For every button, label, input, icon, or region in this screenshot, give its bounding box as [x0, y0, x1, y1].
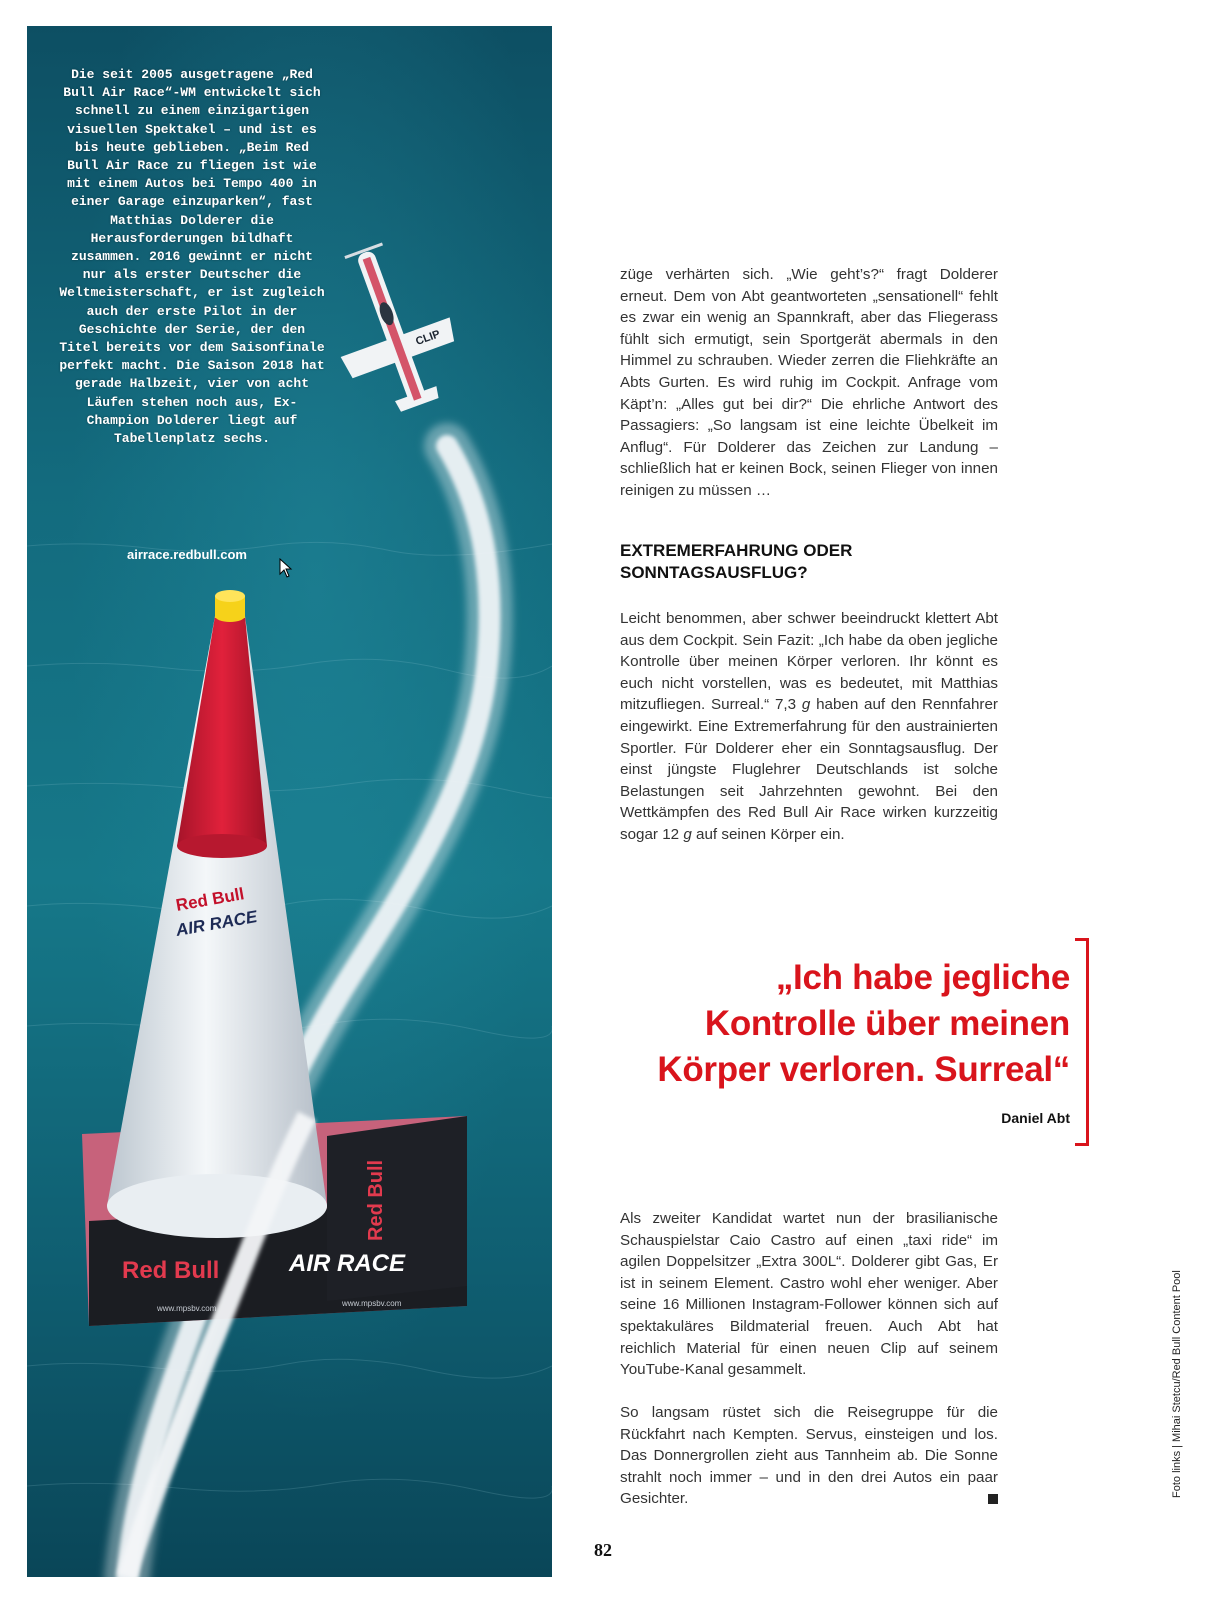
pylon-logo-top: Red Bull: [174, 884, 246, 915]
paragraph-text-c: auf seinen Körper ein.: [696, 825, 845, 843]
base-logo-left: Red Bull: [122, 1257, 220, 1284]
article-paragraph-4: [620, 1402, 998, 1510]
article-paragraph-1: [620, 264, 998, 502]
paragraph-wrapper: [620, 1402, 998, 1510]
mouse-cursor-icon: [279, 558, 293, 578]
pull-quote: [560, 955, 1070, 1093]
section-heading: [620, 540, 998, 584]
quote-line-1: „Ich habe jegliche: [775, 958, 1070, 997]
quote-author: Daniel Abt: [1001, 1110, 1070, 1126]
base-logo-right: AIR RACE: [289, 1250, 406, 1277]
g-symbol-2: g: [683, 825, 692, 843]
base-side-logo: Red Bull: [365, 1159, 387, 1241]
g-symbol: g: [801, 696, 811, 714]
paragraph-text: Als zweiter Kandidat wartet nun der brasilianische Schauspielstar Caio Castro auf einen „taxi ride“ im agilen Doppelsitzer „Extra 300L“. Dolderer gibt Gas, Er ist in seinem Element. Castro wohl eher weniger. Aber seine 16 Millionen Instagram-Follower können sich auf spektakuläres Bildmaterial freuen. Auch Abt hat reichlich Material für einen neuen Clip auf seinem YouTube-Kanal gesammelt.: [620, 1210, 998, 1379]
paragraph-text: [620, 608, 998, 846]
base-url-left: www.mpsbv.com: [157, 1304, 217, 1313]
quote-line-3: Körper verloren. Surreal“: [657, 1050, 1070, 1089]
paragraph-text-a: Leicht benommen, aber schwer beeindruckt klettert Abt aus dem Cockpit. Sein Fazit: „Ich habe da oben jegliche Kontrolle über meinen Körper verloren. Ihr könnt es euch nicht vorstellen, was es bedeutet, mit Matthias mitzufliegen. Surreal.“ 7,3: [620, 610, 998, 714]
paragraph-text: So langsam rüstet sich die Reisegruppe für die Rückfahrt nach Kempten. Servus, einsteigen und los. Das Donnergrollen zieht aus Tannheim ab. Die Sonne strahlt noch immer – und in den drei Autos ein paar Gesichter.: [620, 1404, 998, 1508]
photo-credit: [1171, 1238, 1185, 1498]
photo-credit-text: Foto links | Mihai Stetcu/Red Bull Content Pool: [1171, 1270, 1183, 1498]
heading-line-2: SONNTAGSAUSFLUG?: [620, 563, 808, 582]
pylon-logo-bottom: AIR RACE: [174, 906, 259, 940]
photo-panel: [27, 26, 552, 1577]
article-paragraph-2: [620, 608, 998, 846]
airplane: [309, 231, 474, 425]
quote-bracket: [1075, 938, 1089, 1146]
plane-wing-text: CLIP: [414, 328, 442, 348]
base-url-right: www.mpsbv.com: [342, 1299, 402, 1308]
paragraph-text: züge verhärten sich. „Wie geht’s?“ fragt Dolderer erneut. Dem von Abt geantworteten „sensationell“ fehlt es zwar ein wenig an Spannkraft, aber das Fliegerass fühlt sich ermutigt, sein Sportgerät abermals in den Himmel zu schrauben. Wieder zerren die Fliehkräfte an Abts Gurten. Es wird ruhig im Cockpit. Anfrage vom Käpt’n: „Alles gut bei dir?“ Die ehrliche Antwort des Passagiers: „So langsam ist eine leichte Übelkeit im Anflug“. Für Dolderer das Zeichen zur Landung – schließlich hat er keinen Bock, seinen Flieger von innen reinigen zu müssen …: [620, 266, 998, 499]
paragraph-text-b: haben auf den Rennfahrer eingewirkt. Eine Extremerfahrung für den austrainierten Sportler. Für Dolderer eher ein Sonntagsausflug. Der einst jüngste Fluglehrer Deutschlands ist solche Belastungen seit Jahrzehnten gewohnt. Bei den Wettkämpfen des Red Bull Air Race wirken kurzzeitig sogar 12: [620, 696, 998, 843]
sidebar-text: Die seit 2005 ausgetragene „Red Bull Air Race“-WM entwickelt sich schnell zu einem einzigartigen visuellen Spektakel – und ist es bis heute geblieben. „Beim Red Bull Air Race zu fliegen ist wie mit einem Autos bei Tempo 400 in einer Garage einzuparken“, fast Matthias Dolderer die Herausforderungen bildhaft zusammen. 2016 gewinnt er nicht nur als erster Deutscher die Weltmeisterschaft, er ist zugleich auch der erste Pilot in der Geschichte der Serie, der den Titel bereits vor dem Saisonfinale perfekt macht. Die Saison 2018 hat gerade Halbzeit, vier von acht Läufen stehen noch aus, Ex-Champion Dolderer liegt auf Tabellenplatz sechs.: [59, 67, 325, 447]
end-square-icon: [988, 1494, 998, 1504]
website-link[interactable]: airrace.redbull.com: [127, 547, 247, 562]
page-number: 82: [594, 1540, 612, 1560]
quote-line-2: Kontrolle über meinen: [704, 1004, 1070, 1043]
article-paragraph-3: [620, 1208, 998, 1381]
heading-line-1: EXTREMERFAHRUNG ODER: [620, 541, 853, 560]
